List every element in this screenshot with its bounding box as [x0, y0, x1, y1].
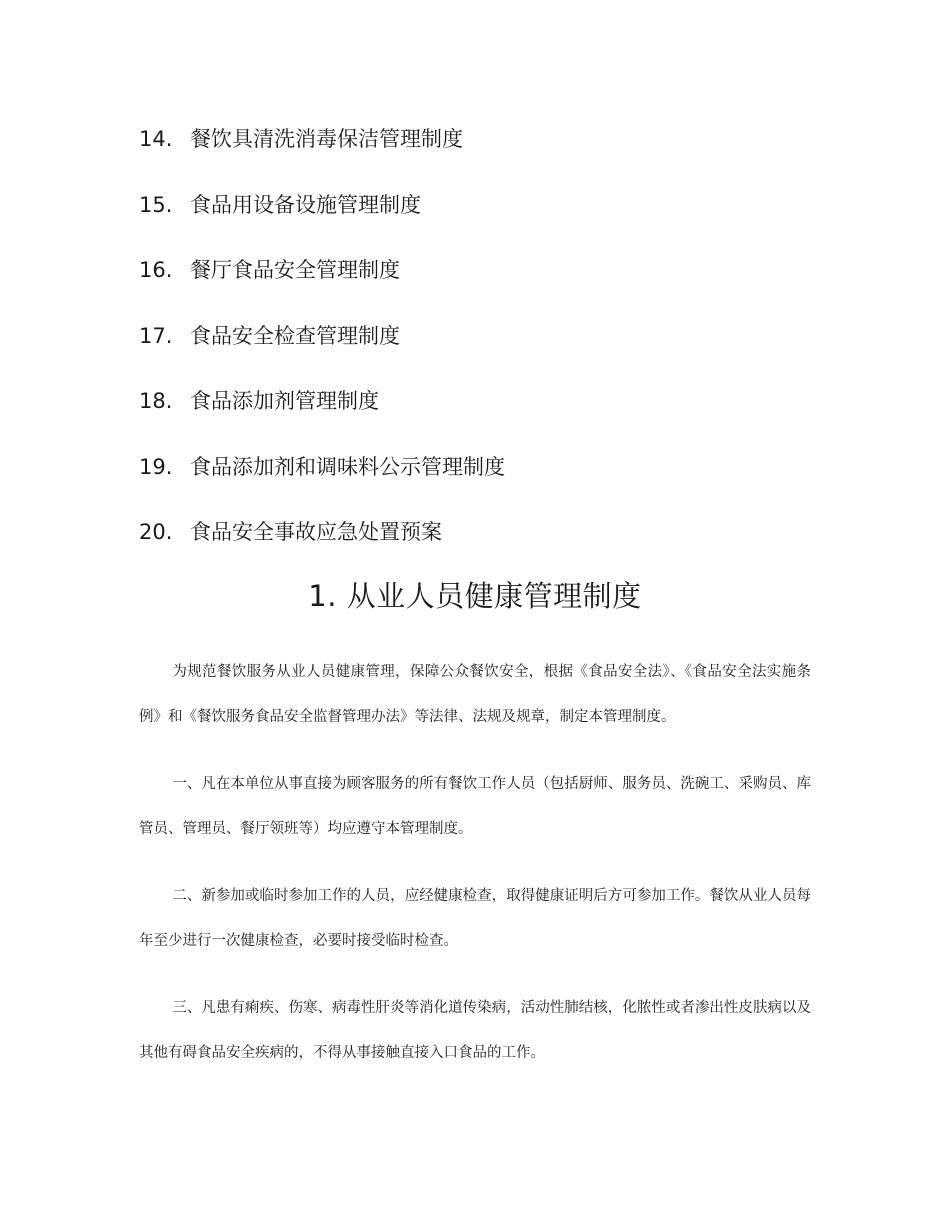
toc-item-number: 16. [139, 258, 173, 282]
section-body [139, 650, 811, 1098]
table-of-contents [139, 121, 505, 580]
toc-item [139, 383, 505, 449]
clause-paragraph-1: 一、凡在本单位从事直接为顾客服务的所有餐饮工作人员（包括厨师、服务员、洗碗工、采购员、库管员、管理员、餐厅领班等）均应遵守本管理制度。 [139, 776, 811, 837]
toc-item-number: 17. [139, 323, 173, 348]
toc-item-number: 14. [139, 127, 173, 151]
toc-item [139, 121, 505, 187]
toc-item-label: 餐饮具清洗消毒保洁管理制度 [190, 127, 463, 151]
toc-item [139, 187, 505, 253]
toc-item-number: 18. [139, 389, 173, 413]
clause-paragraph-3: 三、凡患有痢疾、伤寒、病毒性肝炎等消化道传染病，活动性肺结核，化脓性或者渗出性皮肤病以及其他有碍食品安全疾病的，不得从事接触直接入口食品的工作。 [139, 1000, 811, 1061]
section-title: 1. 从业人员健康管理制度 [308, 579, 642, 613]
toc-item [139, 318, 505, 384]
toc-item [139, 449, 505, 515]
clause-paragraph-2: 二、新参加或临时参加工作的人员，应经健康检查，取得健康证明后方可参加工作。餐饮从业人员每年至少进行一次健康检查，必要时接受临时检查。 [139, 888, 811, 949]
toc-item-number: 20. [139, 520, 173, 544]
toc-item-label: 食品安全检查管理制度 [190, 323, 400, 348]
toc-item-label: 食品安全事故应急处置预案 [190, 520, 442, 544]
intro-paragraph: 为规范餐饮服务从业人员健康管理，保障公众餐饮安全，根据《食品安全法》、《食品安全法实施条例》和《餐饮服务食品安全监督管理办法》等法律、法规及规章，制定本管理制度。 [139, 664, 811, 725]
toc-item-label: 餐厅食品安全管理制度 [190, 258, 400, 282]
toc-item-number: 15. [139, 192, 173, 217]
toc-item-label: 食品添加剂管理制度 [190, 389, 379, 413]
toc-item [139, 252, 505, 318]
toc-item-number: 19. [139, 454, 173, 479]
toc-item [139, 514, 505, 580]
toc-item-label: 食品添加剂和调味料公示管理制度 [190, 454, 505, 479]
toc-item-label: 食品用设备设施管理制度 [190, 192, 421, 217]
